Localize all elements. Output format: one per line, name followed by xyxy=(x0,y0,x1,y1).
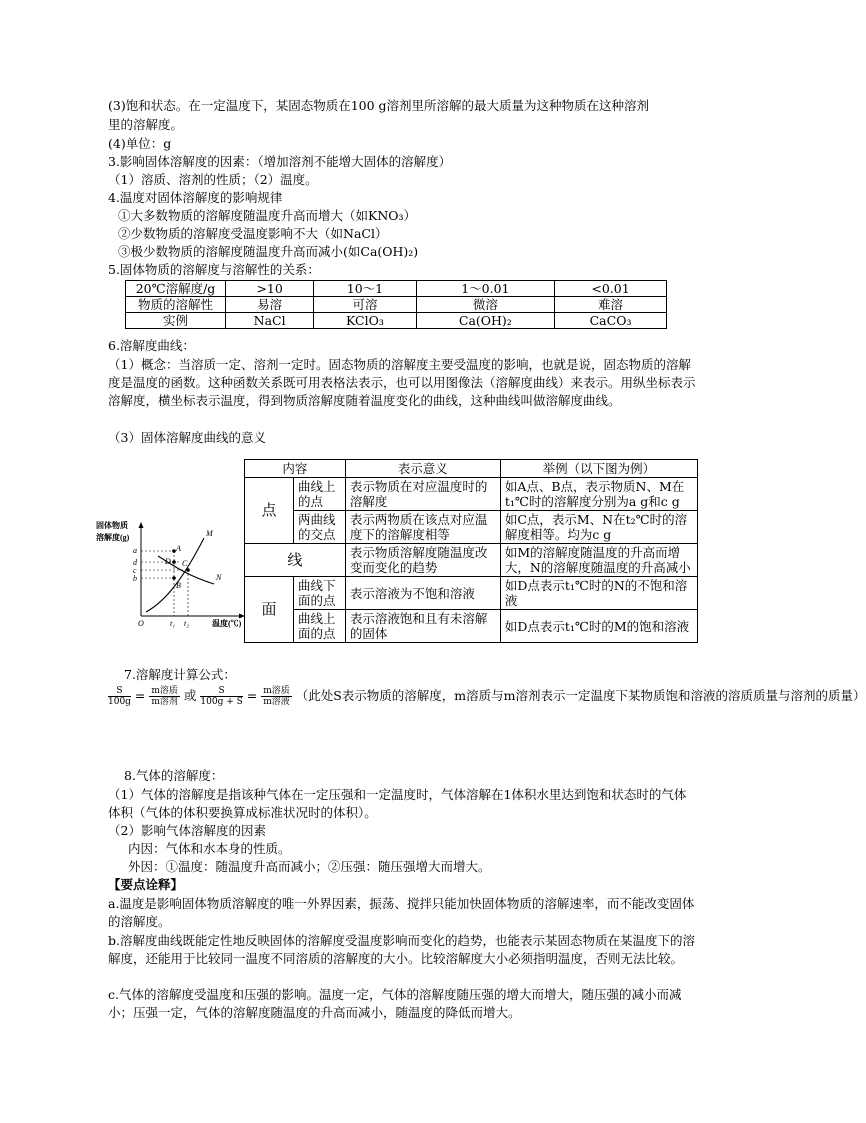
fraction: $\frac{\text{m溶质}}{\text{m溶液}}$ xyxy=(263,686,290,707)
formula-note: （此处S表示物质的溶解度，m溶质与m溶剂表示一定温度下某物质饱和溶液的溶质质量与溶剂的质量） xyxy=(295,688,866,703)
table-cell: NaCl xyxy=(226,313,314,329)
solubility-curve-graph xyxy=(96,518,246,630)
table-cell: 如C点，表示M、N在t₂℃时的溶解度相等。均为c g xyxy=(500,511,697,544)
tick-label: b xyxy=(133,574,137,583)
fraction: $\frac{\text{m溶质}}{\text{m溶剂}}$ xyxy=(151,686,178,707)
paragraph: （1）概念：当溶质一定、溶剂一定时。固态物质的溶解度主要受温度的影响，也就是说，固态物质的溶解度是温度的函数。这种函数关系既可用表格法表示，也可以用图像法（溶解度曲线）来表示。用纵坐标表示溶解度，横坐标表示温度，得到物质溶解度随着温度变化的曲线，这种曲线叫做溶解度曲线。 xyxy=(108,357,696,408)
table-cell: 曲线上的点 xyxy=(294,478,346,511)
table-cell: 曲线下面的点 xyxy=(294,577,346,610)
curve-meaning-table xyxy=(244,459,698,643)
text-line: （2）影响气体溶解度的因素 xyxy=(108,823,266,838)
y-axis-label: 溶解度(g) xyxy=(96,533,130,542)
tick-label: t₁ xyxy=(170,619,176,628)
curve-m xyxy=(146,538,204,612)
table-cell: 表示溶液饱和且有未溶解的固体 xyxy=(345,610,500,643)
table-header: 内容 xyxy=(245,460,346,478)
table-cell: 实例 xyxy=(126,313,226,329)
text-line: 内因：气体和水本身的性质。 xyxy=(128,841,291,856)
text-line: 7.溶解度计算公式： xyxy=(124,667,236,682)
text-line: （3）固体溶解度曲线的意义 xyxy=(108,430,266,445)
text-line: 3.影响固体溶解度的因素：（增加溶剂不能增大固体的溶解度） xyxy=(108,154,452,169)
paragraph: a.温度是影响固体物质溶解度的唯一外界因素，振荡、搅拌只能加快固体物质的溶解速率，而不能改变固体的溶解度。 xyxy=(108,896,695,929)
text-line: 8.气体的溶解度： xyxy=(124,768,224,783)
table-cell: 曲线上面的点 xyxy=(294,610,346,643)
paragraph: c.气体的溶解度受温度和压强的影响。温度一定，气体的溶解度随压强的增大而增大，随压强的减小而减小；压强一定，气体的溶解度随温度的升高而减小，随温度的降低而增大。 xyxy=(108,987,682,1020)
tick-label: c xyxy=(133,566,137,575)
point-label: C xyxy=(182,559,188,568)
y-axis-label: 固体物质 xyxy=(96,521,128,530)
table-cell: 线 xyxy=(245,544,346,577)
text-line: （1）溶质、溶剂的性质；（2）温度。 xyxy=(108,172,318,187)
series-label: N xyxy=(216,573,222,582)
table-cell: KClO₃ xyxy=(314,313,416,329)
table-cell: 10～1 xyxy=(314,281,416,297)
paragraph: b.溶解度曲线既能定性地反映固体的溶解度受温度影响而变化的趋势，也能表示某固态物质在某温度下的溶解度，还能用于比较同一温度不同溶质的溶解度的大小。比较溶解度大小必须指明温度，否则无法比较。 xyxy=(108,933,695,966)
table-cell: 表示物质溶解度随温度改变而变化的趋势 xyxy=(345,544,500,577)
table-cell: 如A点、B点，表示物质N、M在t₁℃时的溶解度分别为a g和c g xyxy=(500,478,697,511)
solubility-table xyxy=(125,280,667,329)
table-cell: 易溶 xyxy=(226,297,314,313)
point-label: A xyxy=(176,544,181,553)
table-cell: CaCO₃ xyxy=(555,313,667,329)
text-line: 里的溶解度。 xyxy=(108,117,184,132)
table-cell: 表示溶液为不饱和溶液 xyxy=(345,577,500,610)
table-cell: 1～0.01 xyxy=(416,281,554,297)
table-cell: 20℃溶解度/g xyxy=(126,281,226,297)
y-axis-arrow xyxy=(139,522,144,528)
solubility-formula: $\frac{S}{100g}$ = $\frac{\text{m溶质}}{\text{m溶剂}}$ 或 $\frac{S}{100g + S}$ = $\frac{\text{m溶质}}{\text{m溶液}}$ （此处S表示物质的溶解度，m溶质与m溶剂表示一定温度下某物质饱和溶液的溶质质量与溶剂的质量） xyxy=(108,686,866,707)
point-label: B xyxy=(176,581,181,590)
text-line: (3)饱和状态。在一定温度下，某固态物质在100 g溶剂里所溶解的最大质量为这种物质在这种溶剂 xyxy=(108,98,650,113)
text-line: (4)单位：g xyxy=(108,136,172,151)
table-cell: 难溶 xyxy=(555,297,667,313)
text-line: ①大多数物质的溶解度随温度升高而增大（如KNO₃） xyxy=(118,208,417,223)
table-cell: 表示两物质在该点对应温度下的溶解度相等 xyxy=(345,511,500,544)
table-cell: 物质的溶解性 xyxy=(126,297,226,313)
or-text: 或 xyxy=(183,688,197,703)
table-cell: 表示物质在对应温度时的溶解度 xyxy=(345,478,500,511)
point-d xyxy=(172,560,176,564)
table-header: 举例（以下图为例） xyxy=(500,460,697,478)
x-axis-label: 温度(℃) xyxy=(212,619,242,628)
paragraph: （1）气体的溶解度是指该种气体在一定压强和一定温度时，气体溶解在1体积水里达到饱和状态时的气体体积（气体的体积要换算成标准状况时的体积）。 xyxy=(108,787,687,820)
point-c xyxy=(186,568,190,572)
text-line: ②少数物质的溶解度受温度影响不大（如NaCl） xyxy=(118,226,388,241)
tick-label: d xyxy=(133,558,137,567)
table-cell: 微溶 xyxy=(416,297,554,313)
table-cell: 可溶 xyxy=(314,297,416,313)
table-cell: >10 xyxy=(226,281,314,297)
table-cell: 如D点表示t₁℃时的M的饱和溶液 xyxy=(500,610,697,643)
table-cell: Ca(OH)₂ xyxy=(416,313,554,329)
tick-label: a xyxy=(133,546,137,555)
table-cell: 如D点表示t₁℃时的N的不饱和溶液 xyxy=(500,577,697,610)
table-cell: 如M的溶解度随温度的升高而增大，N的溶解度随温度的升高减小 xyxy=(500,544,697,577)
point-label: D xyxy=(165,557,171,566)
table-cell: <0.01 xyxy=(555,281,667,297)
table-cell: 面 xyxy=(245,577,294,643)
origin-label: O xyxy=(138,619,144,628)
text-line: 外因：①温度：随温度升高而减小；②压强：随压强增大而增大。 xyxy=(128,859,491,874)
text-line: 5.固体物质的溶解度与溶解性的关系： xyxy=(108,262,320,277)
table-header: 表示意义 xyxy=(345,460,500,478)
section-heading: 【要点诠释】 xyxy=(108,877,184,892)
text-line: 6.溶解度曲线： xyxy=(108,338,195,353)
tick-label: t₂ xyxy=(184,619,190,628)
point-b xyxy=(172,576,176,580)
series-label: M xyxy=(206,529,213,538)
fraction: $\frac{S}{100g + S}$ xyxy=(200,686,243,707)
text-line: ③极少数物质的溶解度随温度升高而减小(如Ca(OH)₂) xyxy=(118,244,419,259)
text-line: 4.温度对固体溶解度的影响规律 xyxy=(108,190,283,205)
table-cell: 两曲线的交点 xyxy=(294,511,346,544)
table-cell: 点 xyxy=(245,478,294,544)
fraction: $\frac{S}{100g}$ xyxy=(108,686,131,707)
